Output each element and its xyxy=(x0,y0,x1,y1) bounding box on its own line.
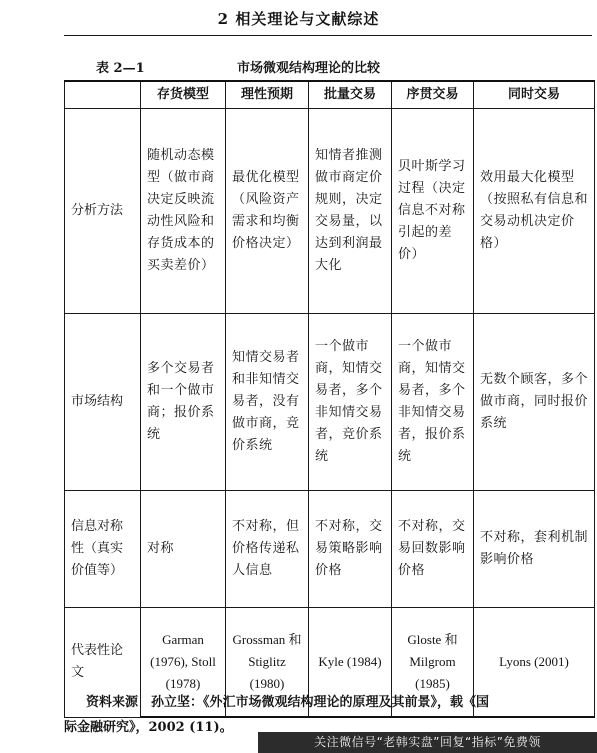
source-note-line-2: 际金融研究》，2002 (11)。 xyxy=(64,720,233,735)
corner-cell xyxy=(65,81,141,109)
table-cell: 无数个顾客，多个做市商，同时报价系统 xyxy=(474,314,595,491)
table-cell: 不对称，交易策略影响价格 xyxy=(309,491,392,608)
header-rule xyxy=(64,35,592,36)
column-header: 序贯交易 xyxy=(392,81,474,109)
table-row xyxy=(65,314,595,491)
column-header: 批量交易 xyxy=(309,81,392,109)
column-header: 存货模型 xyxy=(141,81,226,109)
table-cell: 多个交易者和一个做市商；报价系统 xyxy=(141,314,226,491)
table-cell: Lyons (2001) xyxy=(474,608,595,718)
table-cell: Gloste 和 Milgrom (1985) xyxy=(392,608,474,718)
table-cell: 知情交易者和非知情交易者，没有做市商，竞价系统 xyxy=(226,314,309,491)
table-number: 表 2—1 xyxy=(96,61,145,76)
table-cell: 不对称，交易回数影响价格 xyxy=(392,491,474,608)
table-cell: 随机动态模型（做市商决定反映流动性风险和存货成本的买卖差价） xyxy=(141,109,226,314)
table-cell: 对称 xyxy=(141,491,226,608)
table-cell: Grossman 和 Stiglitz (1980) xyxy=(226,608,309,718)
table-cell: 最优化模型（风险资产需求和均衡价格决定） xyxy=(226,109,309,314)
column-header: 同时交易 xyxy=(474,81,595,109)
comparison-table xyxy=(64,80,595,718)
table-title: 市场微观结构理论的比较 xyxy=(237,61,381,76)
table-cell: 一个做市商，知情交易者，多个非知情交易者，报价系统 xyxy=(392,314,474,491)
page-header: 2 相关理论与文献综述 xyxy=(217,10,380,28)
table-cell: 贝叶斯学习过程（决定信息不对称引起的差价） xyxy=(392,109,474,314)
table-cell: 一个做市商，知情交易者，多个非知情交易者，竞价系统 xyxy=(309,314,392,491)
table-cell: 不对称，但价格传递私人信息 xyxy=(226,491,309,608)
table-row xyxy=(65,491,595,608)
row-label: 分析方法 xyxy=(65,109,141,314)
table-cell: Kyle (1984) xyxy=(309,608,392,718)
row-label: 信息对称性（真实价值等） xyxy=(65,491,141,608)
table-cell: 知情者推测做市商定价规则，决定交易量，以达到利润最大化 xyxy=(309,109,392,314)
table-header-row xyxy=(65,81,595,109)
table-cell: Garman (1976), Stoll (1978) xyxy=(141,608,226,718)
row-label: 代表性论文 xyxy=(65,608,141,718)
row-label: 市场结构 xyxy=(65,314,141,491)
table-cell: 效用最大化模型（按照私有信息和交易动机决定价格） xyxy=(474,109,595,314)
table-row xyxy=(65,109,595,314)
source-note-line-1: 资料来源 孙立坚：《外汇市场微观结构理论的原理及其前景》，载《国 xyxy=(86,695,490,710)
table-cell: 不对称，套利机制影响价格 xyxy=(474,491,595,608)
watermark-banner: 关注微信号“老韩实盘”回复“指标”免费领 xyxy=(258,732,597,753)
column-header: 理性预期 xyxy=(226,81,309,109)
